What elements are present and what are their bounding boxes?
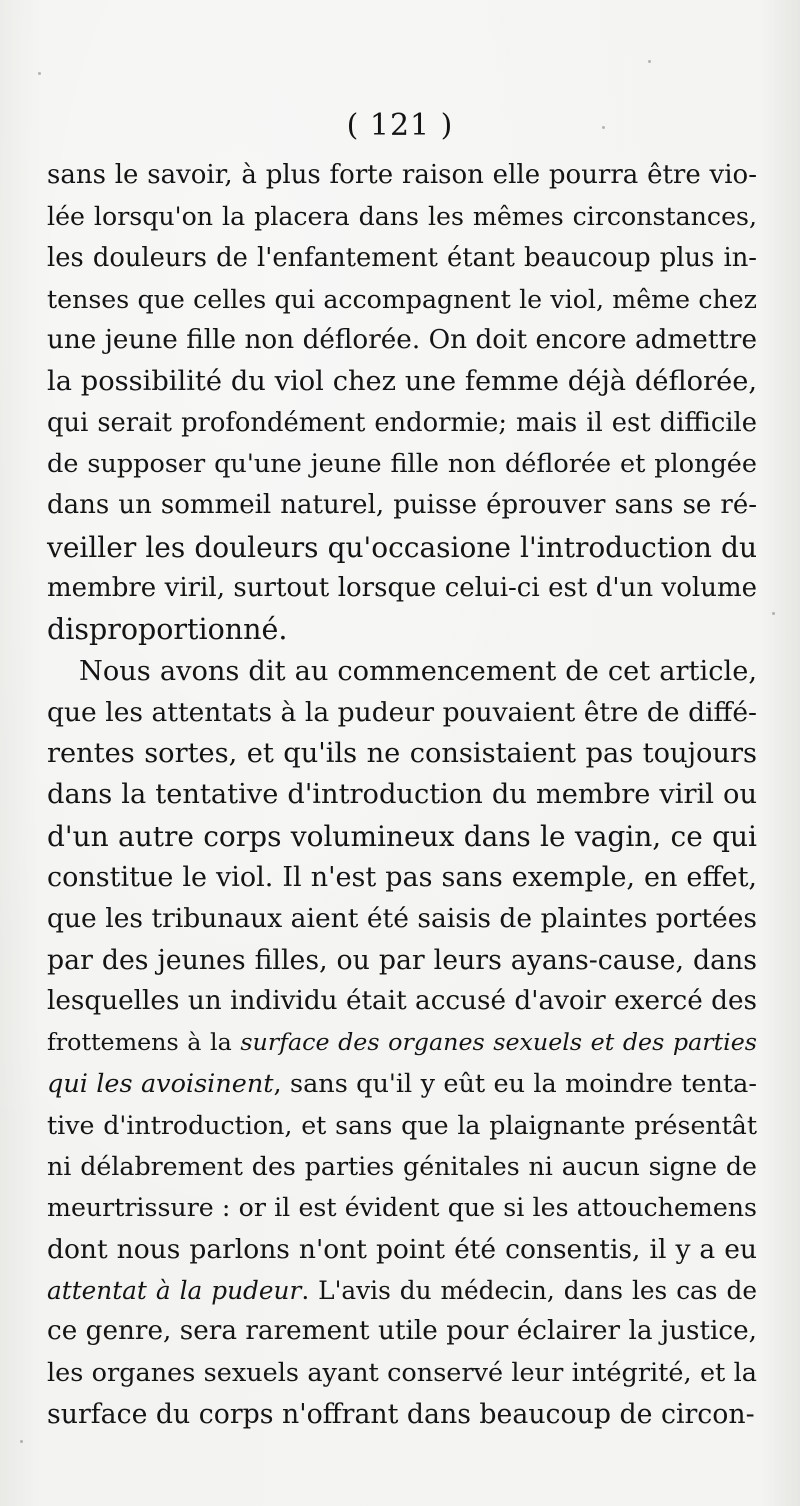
line-text: dans la tentative d'introduction du membre viril ou	[47, 779, 757, 811]
text-line	[47, 981, 757, 1022]
line-text: disproportionné.	[47, 613, 288, 647]
line-text: . L'avis du médecin, dans les cas de	[301, 1276, 757, 1306]
text-line	[47, 733, 757, 774]
line-text: dont nous parlons n'ont point été consentis, il y a eu	[47, 1233, 757, 1265]
italic-text: surface des organes sexuels et des parties	[240, 1028, 757, 1057]
line-text: lée lorsqu'on la placera dans les mêmes circonstances,	[47, 202, 757, 232]
text-line	[47, 1394, 757, 1435]
paper-speck	[648, 60, 651, 63]
line-text: tenses que celles qui accompagnent le viol, même chez	[47, 284, 757, 314]
text-line	[47, 816, 757, 857]
line-text: sans le savoir, à plus forte raison elle pourra être vio-	[47, 160, 757, 190]
body-text	[47, 155, 757, 1435]
line-text: Nous avons dit au commencement de cet article,	[79, 655, 757, 687]
line-text: surface du corps n'offrant dans beaucoup de circon-	[47, 1398, 755, 1430]
line-text: meurtrissure : or il est évident que si les attouchemens	[47, 1193, 757, 1223]
italic-text: qui les avoisinent	[47, 1068, 274, 1099]
page-number: ( 121 )	[346, 108, 454, 143]
line-text: une jeune fille non déflorée. On doit encore admettre	[47, 325, 757, 356]
line-text: lesquelles un individu était accusé d'avoir exercé des	[47, 985, 757, 1016]
line-text: dans un sommeil naturel, puisse éprouver sans se ré-	[47, 490, 757, 521]
line-text: les douleurs de l'enfantement étant beaucoup plus in-	[47, 242, 757, 273]
text-line	[47, 444, 757, 485]
line-text: veiller les douleurs qu'occasione l'introduction du	[47, 530, 757, 564]
text-line	[47, 1022, 757, 1063]
text-line	[47, 1311, 757, 1352]
text-line	[47, 403, 757, 444]
line-text: ni délabrement des parties génitales ni aucun signe de	[47, 1152, 757, 1182]
line-text: frottemens à la	[47, 1028, 241, 1057]
line-text: membre viril, surtout lorsque celui-ci est d'un volume	[47, 572, 757, 603]
text-line	[47, 1146, 757, 1187]
text-line	[47, 1187, 757, 1228]
text-line	[47, 320, 757, 361]
line-text: que les attentats à la pudeur pouvaient être de diffé-	[47, 696, 757, 728]
paper-speck	[772, 612, 775, 615]
text-line	[47, 1064, 757, 1105]
paper-speck	[38, 72, 41, 75]
text-line	[47, 898, 757, 939]
text-line	[47, 940, 757, 981]
line-text: que les tribunaux aient été saisis de plaintes portées	[47, 903, 757, 935]
line-text: tive d'introduction, et sans que la plaignante présentât	[47, 1110, 757, 1140]
text-line	[47, 527, 757, 568]
line-text: ce genre, sera rarement utile pour éclairer la justice,	[47, 1316, 757, 1347]
text-line	[47, 238, 757, 279]
text-line	[47, 361, 757, 402]
text-line	[47, 1270, 757, 1311]
paper-speck	[602, 126, 605, 129]
text-line	[47, 155, 757, 196]
line-text: par des jeunes filles, ou par leurs ayans-cause, dans	[47, 944, 757, 976]
line-text: rentes sortes, et qu'ils ne consistaient pas toujours	[47, 738, 757, 770]
text-line	[47, 609, 757, 650]
text-line	[47, 651, 757, 692]
text-line	[47, 1353, 757, 1394]
line-text: d'un autre corps volumineux dans le vagin, ce qui	[47, 819, 757, 853]
text-line	[47, 1229, 757, 1270]
text-line	[47, 857, 757, 898]
paper-speck	[20, 1440, 23, 1443]
line-text: la possibilité du viol chez une femme déjà déflorée,	[47, 366, 757, 398]
line-text: constitue le viol. Il n'est pas sans exemple, en effet,	[47, 862, 757, 894]
text-line	[47, 692, 757, 733]
italic-text: attentat à la pudeur	[47, 1276, 302, 1306]
text-line	[47, 568, 757, 609]
text-line	[47, 196, 757, 237]
text-line	[47, 279, 757, 320]
line-text: , sans qu'il y eût eu la moindre tenta-	[273, 1068, 757, 1099]
text-line	[47, 1105, 757, 1146]
line-text: les organes sexuels ayant conservé leur intégrité, et la	[47, 1357, 757, 1388]
text-line	[47, 774, 757, 815]
line-text: de supposer qu'une jeune fille non déflorée et plongée	[47, 449, 757, 480]
text-line	[47, 485, 757, 526]
line-text: qui serait profondément endormie; mais il est difficile	[47, 407, 757, 438]
